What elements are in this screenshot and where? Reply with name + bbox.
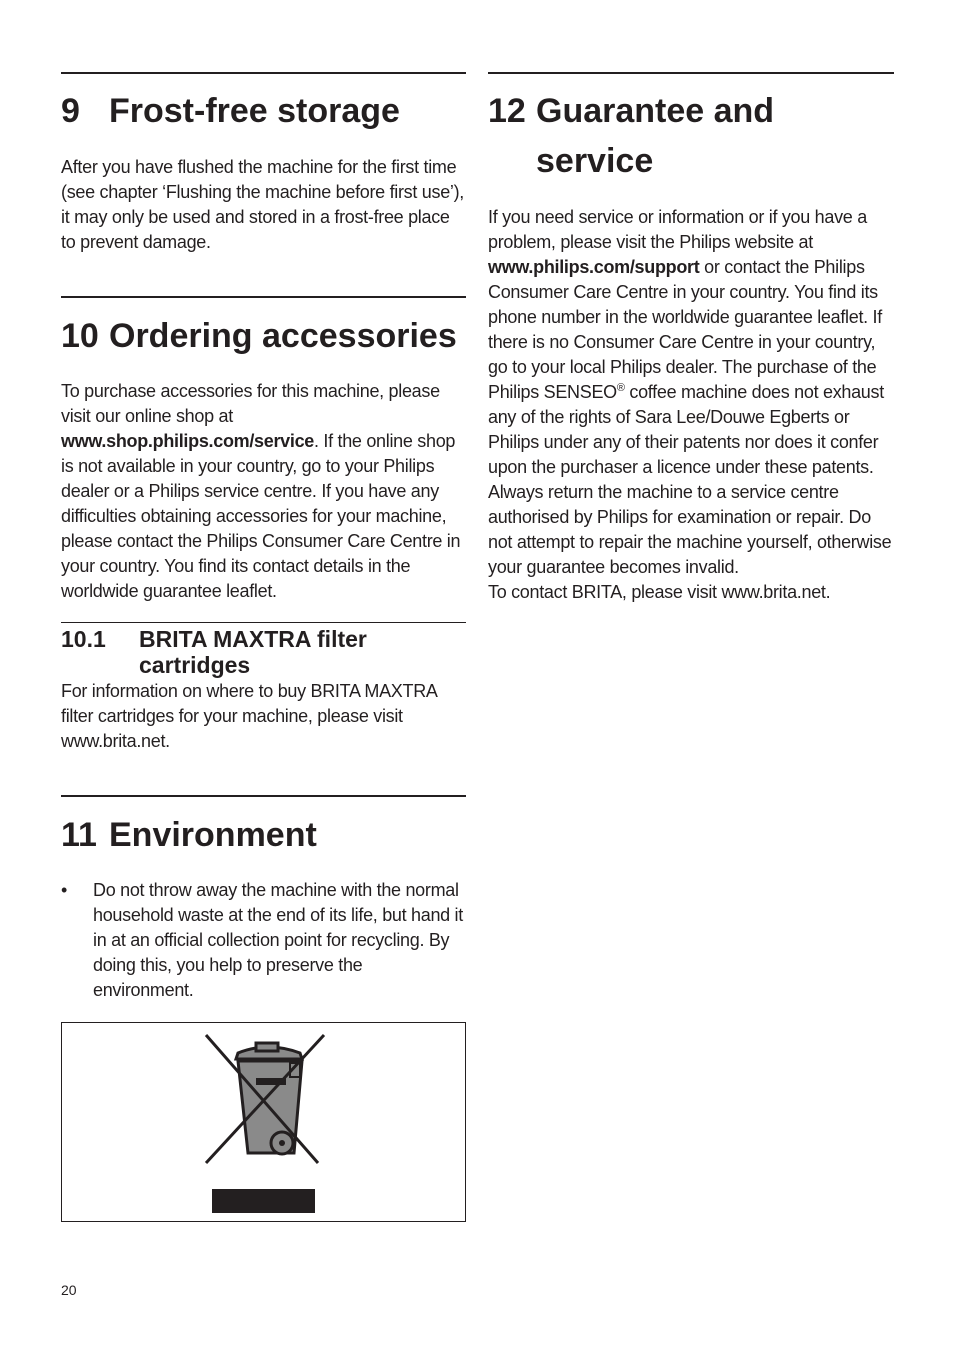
section-10-heading [61,311,457,361]
section-10-body [61,379,466,604]
section-12-heading [488,86,774,186]
crossed-out-wheelie-bin-icon [62,1023,465,1221]
section-12-brita-text: To contact BRITA, please visit www.brita.net. [488,582,831,602]
section-10-1-rule [61,622,466,623]
section-10-1-heading [61,626,459,678]
section-12-title-line2: service [536,142,654,180]
weee-symbol-box [61,1022,466,1222]
section-12-title-line1: Guarantee and [536,92,775,130]
section-10-1-body: For information on where to buy BRITA MAXTRA filter cartridges for your machine, please visit www.brita.net. [61,681,437,751]
section-10-1-number: 10.1 [61,626,106,652]
section-11-rule [61,795,466,797]
section-9-body: After you have flushed the machine for the first time (see chapter ‘Flushing the machine before first use’), it may only be used and stored in a frost-free place to prevent damage. [61,157,465,252]
section-10-body-intro: To purchase accessories for this machine, please visit our online shop at [61,381,440,426]
section-10-1-title: BRITA MAXTRA filter cartridges [139,626,367,678]
support-link[interactable]: www.philips.com/support [488,257,700,277]
section-11-bullet-text: Do not throw away the machine with the normal household waste at the end of its life, but hand it in at an official collection point for recycling. By doing this, you help to preserve the environment. [93,880,463,1000]
section-12-number: 12 [488,92,526,130]
section-12-rule [488,72,894,74]
section-9-number: 9 [61,92,80,130]
page-number: 20 [61,1282,77,1298]
section-12-body [488,205,898,605]
section-12-body-middle: or contact the Philips Consumer Care Centre in your country. You find its phone number in the worldwide guarantee leaflet. If there is no Consumer Care Centre in your country, go to your local Philips dealer. The purchase of the Philips SENSEO [488,257,882,402]
section-12-body-intro: If you need service or information or if you have a problem, please visit the Philips website at [488,207,867,252]
section-10-body-rest: . If the online shop is not available in your country, go to your Philips dealer or a Philips service centre. If you have any difficulties obtaining accessories for your machine, please contact the Philips Consumer Care Centre in your country. You find its contact details in the worldwide guarantee leaflet. [61,431,461,601]
section-11-heading [61,810,317,860]
section-12-body-rest: coffee machine does not exhaust any of the rights of Sara Lee/Douwe Egberts or Philips under any of their patents nor does it confer upon the purchaser a licence under these patents. [488,382,884,477]
bullet-marker: • [61,880,68,900]
section-11-title: Environment [109,816,317,854]
section-12-return-text: Always return the machine to a service centre authorised by Philips for examination or repair. Do not attempt to repair the machine yourself, otherwise your guarantee becomes invalid. [488,482,892,577]
section-9-rule [61,72,466,74]
section-9-title: Frost-free storage [109,92,400,130]
section-9-heading [61,86,400,136]
section-10-rule [61,296,466,298]
section-10-number: 10 [61,317,99,355]
section-11-number: 11 [61,816,97,854]
section-10-title: Ordering accessories [109,317,457,355]
shop-link[interactable]: www.shop.philips.com/service [61,431,315,451]
section-11-bullet [61,878,466,1003]
registered-mark: ® [616,382,625,394]
